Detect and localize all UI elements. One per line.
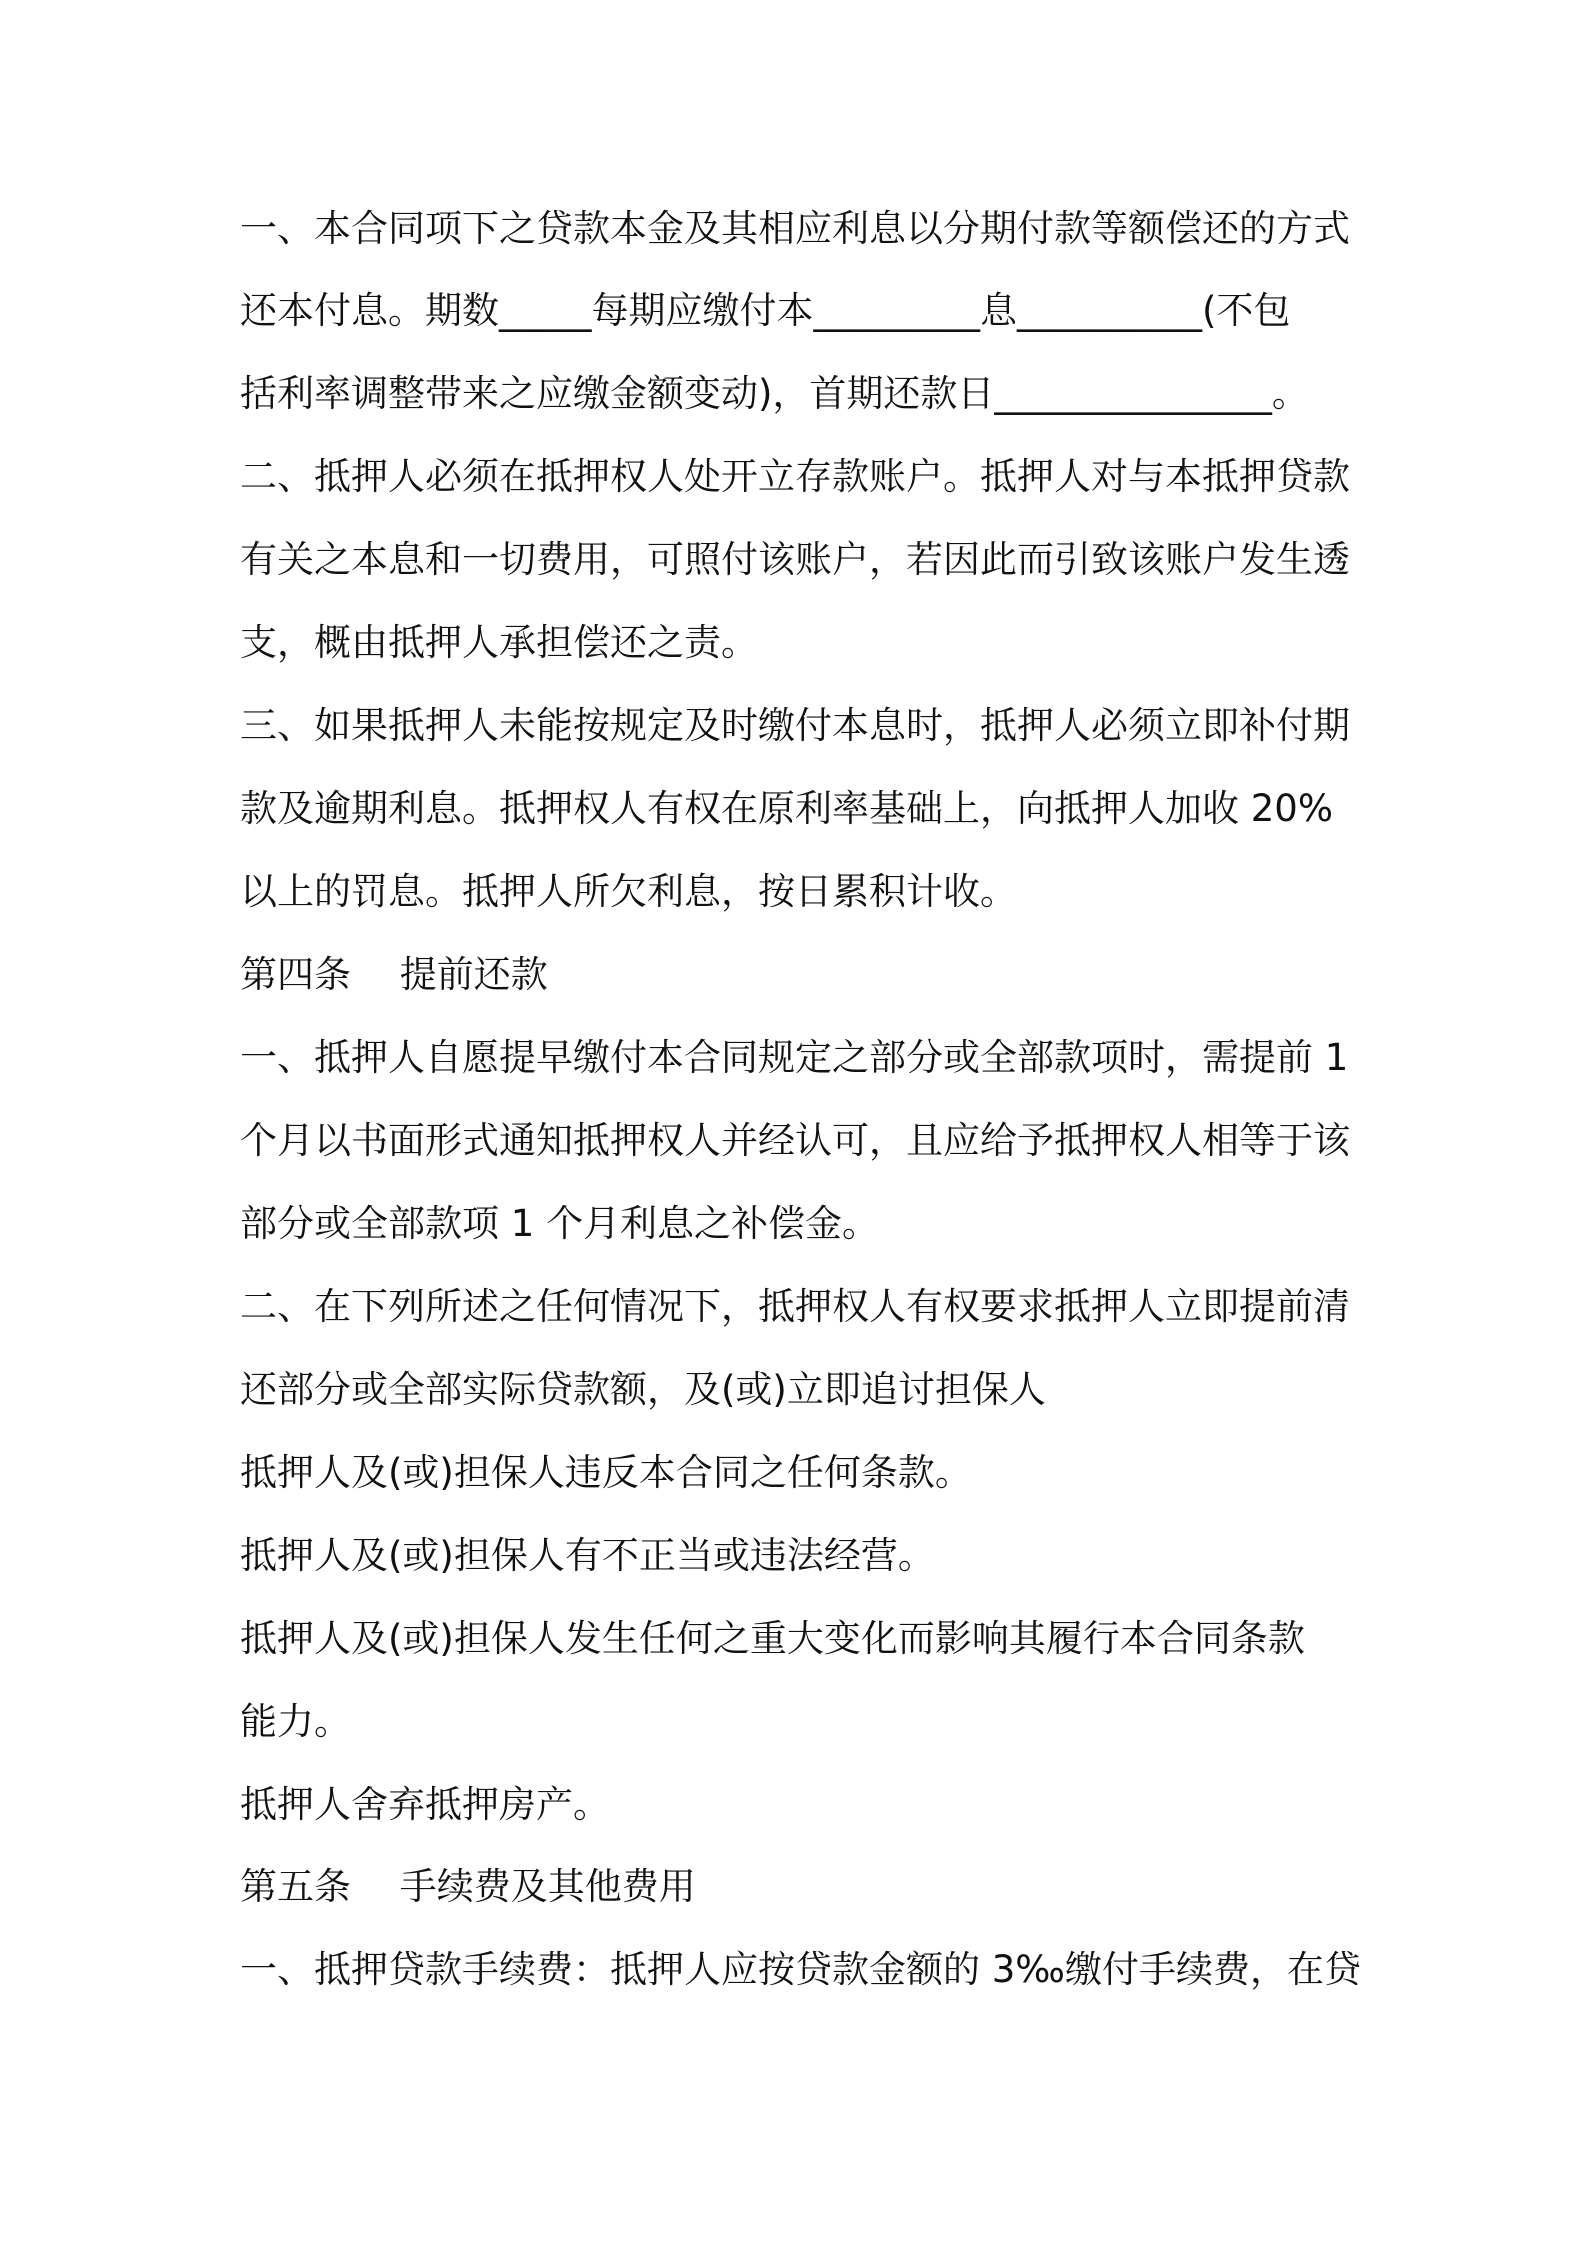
text-line: 三、如果抵押人未能按规定及时缴付本息时，抵押人必须立即补付期 xyxy=(240,704,1350,747)
text-line: 还部分或全部实际贷款额，及(或)立即追讨担保人 xyxy=(240,1368,1046,1411)
text-line: 二、抵押人必须在抵押权人处开立存款账户。抵押人对与本抵押贷款 xyxy=(240,455,1350,498)
text-line: 一、抵押贷款手续费：抵押人应按贷款金额的 3‰缴付手续费，在贷 xyxy=(240,1948,1361,1991)
text-line: 括利率调整带来之应缴金额变动)，首期还款日_______________。 xyxy=(240,372,1309,415)
text-line: 抵押人及(或)担保人违反本合同之任何条款。 xyxy=(240,1451,972,1494)
text-line: 抵押人及(或)担保人发生任何之重大变化而影响其履行本合同条款 xyxy=(240,1617,1305,1660)
text-line: 还本付息。期数_____每期应缴付本_________息__________(不包 xyxy=(240,289,1291,332)
text-line: 个月以书面形式通知抵押权人并经认可，且应给予抵押权人相等于该 xyxy=(240,1119,1350,1162)
text-line: 一、抵押人自愿提早缴付本合同规定之部分或全部款项时，需提前 1 xyxy=(240,1036,1349,1079)
text-line: 以上的罚息。抵押人所欠利息，按日累积计收。 xyxy=(240,870,1017,913)
text-line: 款及逾期利息。抵押权人有权在原利率基础上，向抵押人加收 20% xyxy=(240,787,1333,830)
text-line: 二、在下列所述之任何情况下，抵押权人有权要求抵押人立即提前清 xyxy=(240,1285,1350,1328)
text-line: 一、本合同项下之贷款本金及其相应利息以分期付款等额偿还的方式 xyxy=(240,207,1350,250)
text-line: 支，概由抵押人承担偿还之责。 xyxy=(240,621,758,664)
text-line: 抵押人及(或)担保人有不正当或违法经营。 xyxy=(240,1534,935,1577)
text-line: 抵押人舍弃抵押房产。 xyxy=(240,1783,610,1826)
text-line: 有关之本息和一切费用，可照付该账户，若因此而引致该账户发生透 xyxy=(240,538,1350,581)
text-line: 能力。 xyxy=(240,1700,351,1743)
section-heading: 第四条 提前还款 xyxy=(240,953,548,996)
section-heading: 第五条 手续费及其他费用 xyxy=(240,1865,696,1908)
text-line: 部分或全部款项 1 个月利息之补偿金。 xyxy=(240,1202,880,1245)
